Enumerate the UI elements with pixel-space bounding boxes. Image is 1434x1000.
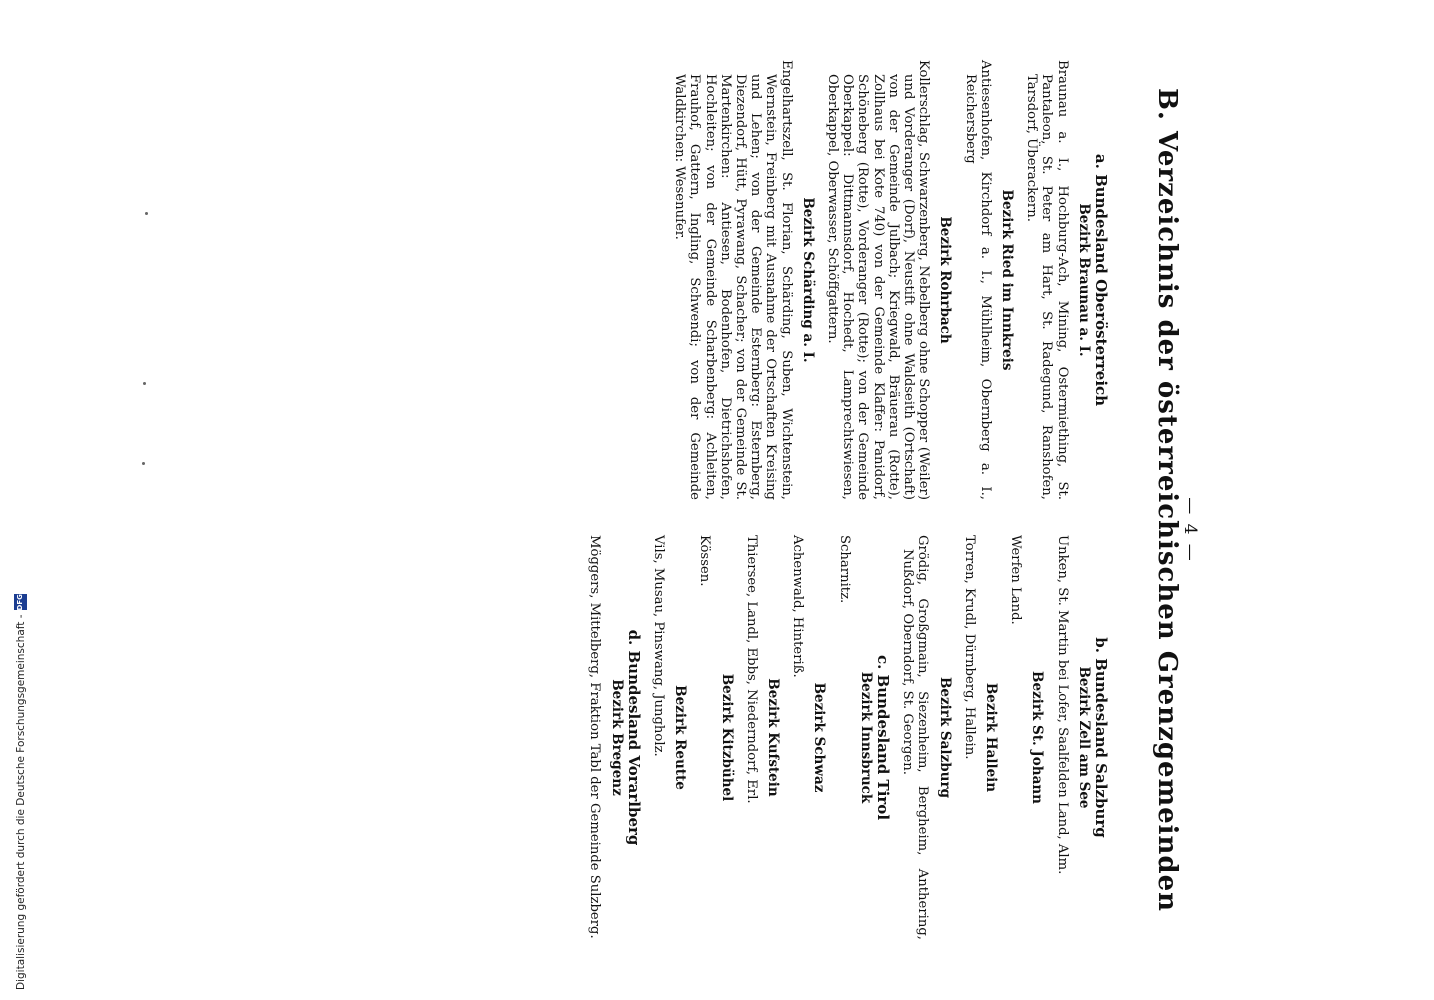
district-heading-schwaz: Bezirk Schwaz — [811, 682, 828, 793]
district-heading-schaerding: Bezirk Schärding a. I. — [799, 197, 816, 363]
district-heading-kitzbuehel: Bezirk Kitzbühel — [718, 673, 735, 802]
state-heading-tirol: c. Bundesland Tirol — [873, 654, 892, 821]
district-heading-zell-am-see: Bezirk Zell am See — [1075, 666, 1092, 809]
rotated-document-page — [460, 60, 1200, 940]
district-text-schaerding: Engelhartszell, St. Florian, Schärding, Suben, Wichtenstein, Wernstein, Freinberg mit Ausnahme der Ortschaften Kreising und Lehen; von der Gemeinde Esternberg: Esternberg, Diezendorf, Hütt, Pyrawang, Schacher; von der Gemeinde St. Martenkirchen: Antiesen, Bodenhofen, Dietrichshofen, Hochleiten; von der Gemeinde Scharbenberg: Achleiten, Frauhof, Gattern, Ingling, Schwendi; von der Gemeinde Waldkirchen: Wesenufer. — [672, 60, 794, 500]
district-text-schwaz: Achenwald, Hinteriß. — [790, 535, 806, 678]
state-heading-oberoesterreich: a. Bundesland Oberösterreich — [1092, 153, 1110, 407]
district-heading-ried: Bezirk Ried im Innkreis — [998, 189, 1015, 371]
scan-speck — [145, 212, 148, 215]
district-heading-st-johann: Bezirk St. Johann — [1029, 671, 1046, 804]
district-heading-bregenz: Bezirk Bregenz — [608, 679, 625, 796]
district-text-innsbruck: Scharnitz. — [836, 535, 852, 604]
state-heading-vorarlberg: d. Bundesland Vorarlberg — [624, 629, 643, 846]
district-heading-salzburg: Bezirk Salzburg — [936, 676, 953, 799]
district-text-kufstein: Thiersee, Landl, Ebbs, Niederndorf, Erl. — [743, 535, 759, 804]
credit-text: Digitalisierung gefördert durch die Deutsche Forschungsgemeinschaft - — [14, 614, 27, 990]
district-heading-kufstein: Bezirk Kufstein — [764, 678, 781, 797]
district-text-bregenz: Möggers, Mittelberg, Fraktion Tabl der Gemeinde Sulzberg. — [587, 535, 603, 939]
scan-speck — [142, 462, 145, 465]
district-heading-hallein: Bezirk Hallein — [982, 682, 999, 793]
district-heading-braunau: Bezirk Braunau a. I. — [1075, 203, 1092, 357]
page-title: B. Verzeichnis der österreichischen Grenzgemeinden — [1152, 87, 1182, 913]
digitization-credit — [14, 594, 27, 990]
district-text-kitzbuehel: Kössen. — [697, 535, 713, 587]
dfg-logo-icon: DFG — [14, 594, 27, 610]
district-text-zell-am-see: Unken, St. Martin bei Lofer, Saalfelden Land, Alm. — [1054, 535, 1070, 875]
scan-speck — [143, 382, 146, 385]
left-column — [672, 60, 1108, 500]
page-number: — 4 — — [1180, 497, 1200, 563]
district-heading-rohrbach: Bezirk Rohrbach — [937, 216, 954, 344]
district-heading-innsbruck: Bezirk Innsbruck — [857, 671, 874, 804]
district-text-ried: Antiesenhofen, Kirchdorf a. I., Mühlheim, Obernberg a. I., Reichersberg — [962, 60, 993, 500]
district-text-hallein: Torren, Krudl, Dürnberg, Hallein. — [961, 535, 977, 760]
district-text-rohrbach: Kollerschlag, Schwarzenberg, Nebelberg ohne Schopper (Weiler) und Vorderanger (Dorf), Neustift ohne Waldseith (Ortschaft) von der Gemeinde Julbach; Kriegwald, Bräuerau (Rotte), Zollhaus bei Kote 740) von der Gemeinde Klaffer: Panidorf, Schöneberg (Rotte), Vorderanger (Rotte); von der Gemeinde Oberkappel: Dittmannsdorf, Hochedt, Lamprechtswiesen, Oberkappel, Oberwasser, Schöffgattern. — [824, 60, 932, 500]
district-text-salzburg: Grödig, Großgmain, Siezenheim, Bergheim, Anthering, Nußdorf, Oberndorf, St. Georgen. — [900, 535, 931, 940]
right-column — [587, 535, 1108, 940]
district-text-braunau: Braunau a. I., Hochburg-Ach, Mining, Ostermiething, St. Pantaleon, St. Peter am Hart, St. Radegund, Ranshofen, Tarsdorf, Überackern. — [1024, 60, 1070, 500]
district-text-reutte: Vils, Musau, Pinswang, Jungholz. — [650, 535, 666, 757]
district-heading-reutte: Bezirk Reutte — [672, 685, 689, 790]
district-text-st-johann: Werfen Land. — [1008, 535, 1024, 625]
state-heading-salzburg: b. Bundesland Salzburg — [1092, 637, 1110, 838]
